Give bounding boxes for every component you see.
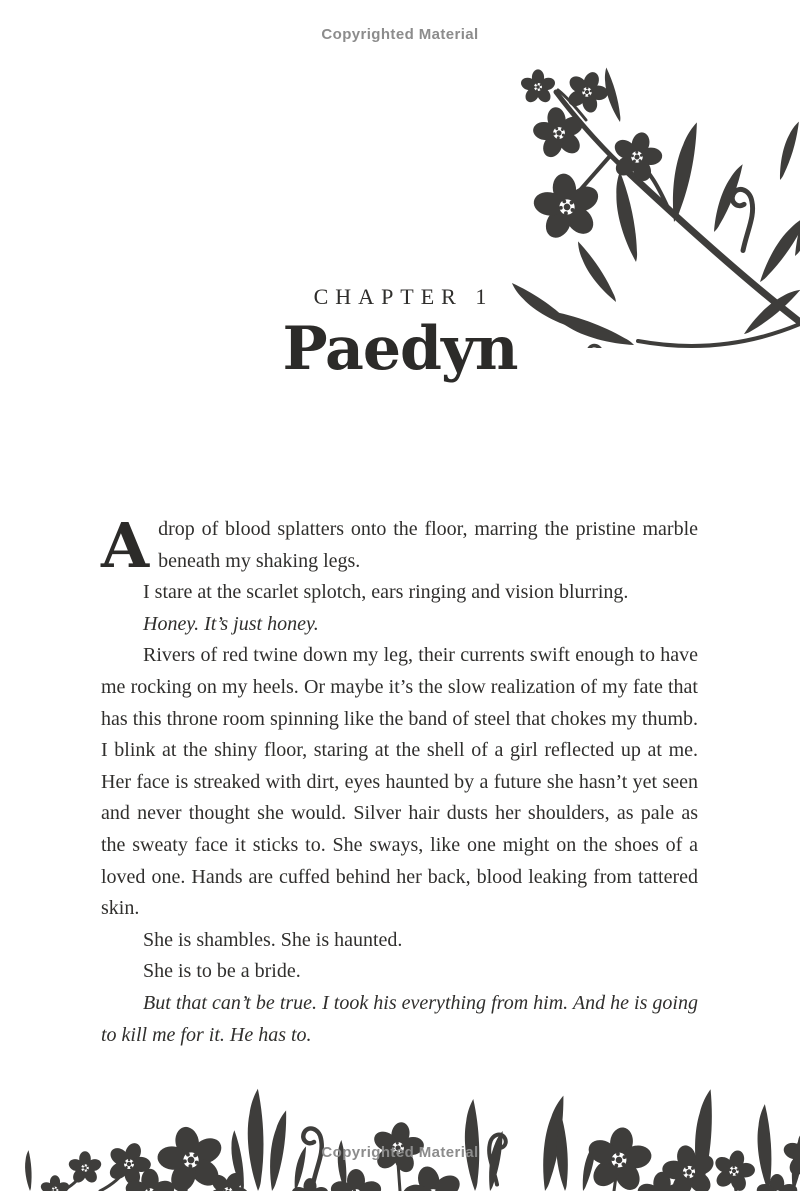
paragraph: She is to be a bride.	[143, 960, 301, 983]
body-text	[101, 509, 698, 1051]
chapter-title: Paedyn	[282, 314, 518, 384]
drop-cap: A	[101, 509, 150, 582]
watermark-bottom: Copyrighted Material	[321, 1144, 479, 1161]
paragraph-text: drop of blood splatters onto the floor, marring the pristine marble beneath my shaking legs.	[158, 518, 698, 572]
flower-icon	[519, 64, 669, 245]
paragraph: Honey. It’s just honey.	[143, 612, 319, 635]
floral-corner-decoration	[508, 60, 800, 348]
paragraph	[101, 509, 698, 582]
paragraph: She is shambles. She is haunted.	[143, 928, 403, 951]
paragraph: Rivers of red twine down my leg, their currents swift enough to have me rocking on my heels. Or maybe it’s the slow realization of my fate that has this throne room spinning like the band of steel that chokes my thumb. I blink at the shiny floor, staring at the shell of a girl reflected up at me. Her face is streaked with dirt, eyes haunted by a future she hasn’t yet seen and never thought she would. Silver hair dusts her shoulders, as pale as the sweaty face it sticks to. She sways, like one might on the shoes of a loved one. Hands are cuffed behind her back, blood leaking from tattered skin.	[101, 644, 698, 920]
watermark-top: Copyrighted Material	[321, 26, 479, 43]
paragraph: I stare at the scarlet splotch, ears ringing and vision blurring.	[143, 581, 629, 604]
branch-stems-icon	[556, 90, 800, 346]
chapter-number: CHAPTER 1	[313, 284, 494, 309]
paragraph: But that can’t be true. I took his everything from him. And he is going to kill me for it. He has to.	[101, 991, 698, 1046]
floral-border-decoration	[0, 1083, 800, 1191]
